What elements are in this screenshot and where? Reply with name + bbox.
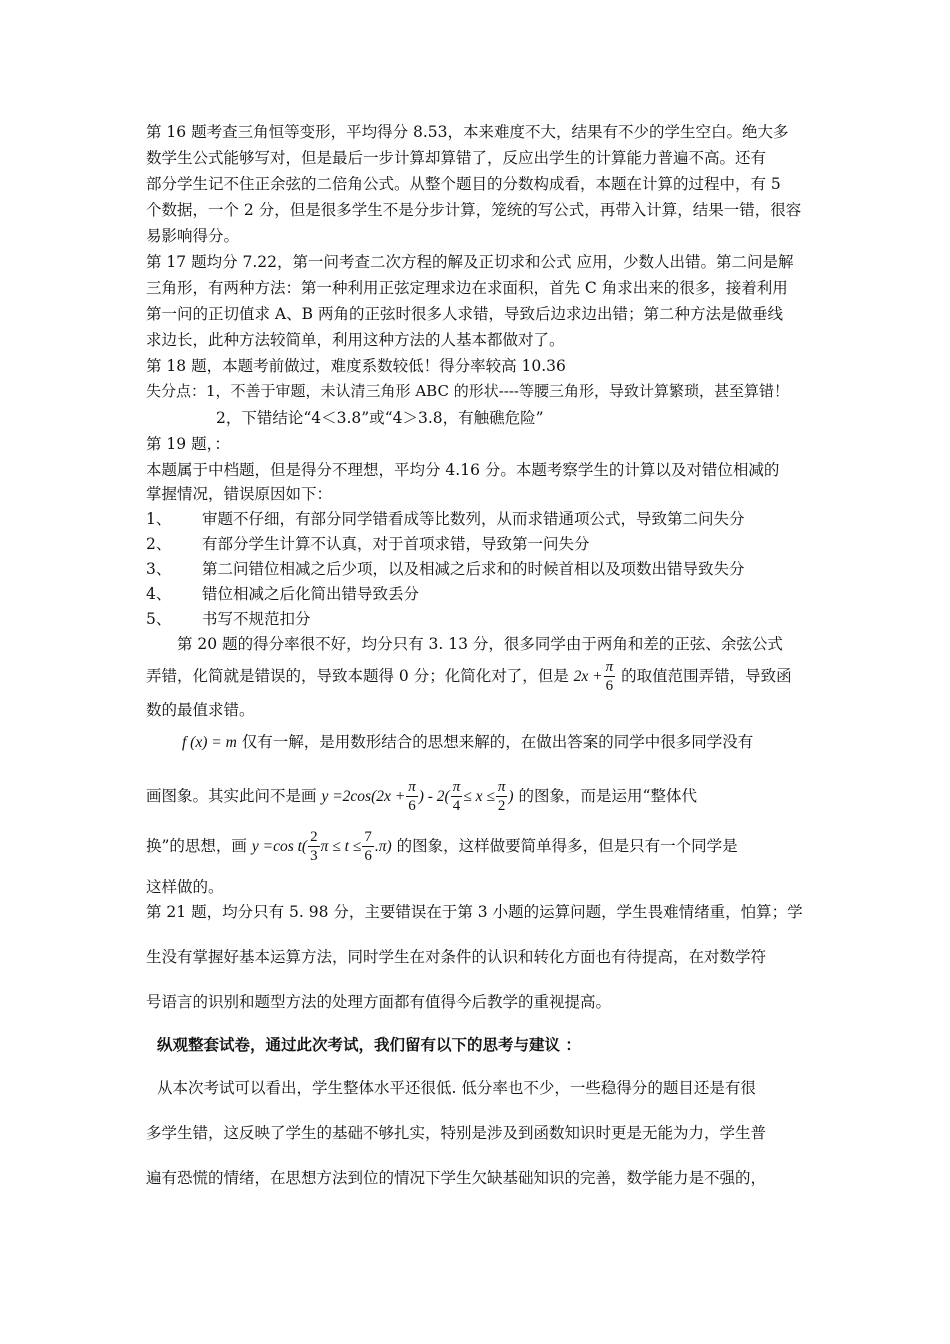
list-text: 错位相减之后化简出错导致丢分 xyxy=(202,585,420,603)
section-heading: 纵观整套试卷，通过此次考试，我们留有以下的思考与建议 ： xyxy=(157,1035,581,1054)
p16-line-2: 数学生公式能够写对，但是最后一步计算却算错了，反应出学生的计算能力普遍不高。还有 xyxy=(146,149,767,167)
p20-line-3: 数的最值求错。 xyxy=(146,701,255,719)
list-text: 有部分学生计算不认真，对于首项求错，导致第一问失分 xyxy=(202,535,590,553)
p16-line-1: 第 16 题考查三角恒等变形，平均得分 8.53，本来难度不大，结果有不少的学生空白。绝大多 xyxy=(146,123,789,141)
p19-item xyxy=(146,507,745,529)
p19-item xyxy=(146,532,590,554)
p20-line-6: 换”的思想，画 y =cos t( $\frac{2}{3}$ π ≤ t ≤ $\frac{7}{6}$ .π) 的图象，这样做要简单得多，但是只有一个同学是 xyxy=(146,829,738,864)
list-text: 审题不仔细，有部分同学错看成等比数列，从而求错通项公式，导致第二问失分 xyxy=(202,510,745,528)
list-text: 第二问错位相减之后少项，以及相减之后求和的时候首相以及项数出错导致失分 xyxy=(202,560,745,578)
conclusion-line-2: 多学生错，这反映了学生的基础不够扎实，特别是涉及到函数知识时更是无能为力，学生普 xyxy=(146,1124,767,1142)
math-y-equals-cos-t: y =cos t( xyxy=(251,838,308,855)
list-text: 书写不规范扣分 xyxy=(202,610,311,628)
p20-line-6-text-b: 的图象，这样做要简单得多，但是只有一个同学是 xyxy=(396,837,738,855)
p20-line-6-text-a: 换”的思想，画 xyxy=(146,837,247,855)
p19-intro-2: 掌握情况，错误原因如下： xyxy=(146,485,333,503)
p17-line-3: 第一问的正切值求 A、B 两角的正弦时很多人求错，导致后边求边出错；第二种方法是做垂线 xyxy=(146,305,783,323)
p20-line-2-text-a: 弄错，化简就是错误的，导致本题得 0 分；化简化对了，但是 xyxy=(146,667,569,685)
p20-line-2 xyxy=(146,660,792,694)
p20-line-4-text: 仅有一解，是用数形结合的思想来解的，在做出答案的同学中很多同学没有 xyxy=(241,733,754,751)
list-number: 2、 xyxy=(146,535,172,553)
p19-item xyxy=(146,607,311,629)
p20-line-5-text-a: 画图象。其实此问不是画 xyxy=(146,787,317,805)
p21-line-3: 号语言的识别和题型方法的处理方面都有值得今后教学的重视提高。 xyxy=(146,993,612,1011)
math-2x-plus-pi-over-6: 2x + xyxy=(573,668,603,685)
p20-line-1: 第 20 题的得分率很不好，均分只有 3. 13 分，很多同学由于两角和差的正弦、余弦公式 xyxy=(177,635,783,653)
conclusion-line-1: 从本次考试可以看出，学生整体水平还很低. 低分率也不少，一些稳得分的题目还是有很 xyxy=(157,1079,756,1097)
fraction-7-over-6: $\frac{7}{6}$ xyxy=(364,829,372,864)
p19-title: 第 19 题，： xyxy=(146,435,230,453)
math-f-x-equals-m: f (x) = m xyxy=(182,734,237,751)
fraction-pi-over-4: $\frac{\pi}{4}$ xyxy=(452,779,461,814)
list-number: 4、 xyxy=(146,585,172,603)
p18-line-2: 失分点：1，不善于审题，未认清三角形 ABC 的形状----等腰三角形，导致计算繁琐，甚至算错！ xyxy=(146,382,789,400)
list-number: 5、 xyxy=(146,610,172,628)
p16-line-4: 个数据，一个 2 分，但是很多学生不是分步计算，笼统的写公式，再带入计算，结果一错，很容 xyxy=(146,201,802,219)
p18-line-3: 2，下错结论“4＜3.8”或“4＞3.8，有触礁危险” xyxy=(216,409,544,427)
p19-item xyxy=(146,582,419,604)
p20-line-5: 画图象。其实此问不是画 y =2cos(2x + $\frac{\pi}{6}$ ) - 2( $\frac{\pi}{4}$ ≤ x ≤ $\frac{\pi}{2}$ ) 的图象，而是运用“整体代 xyxy=(146,779,697,814)
p19-item xyxy=(146,557,745,579)
fraction-pi-over-2: $\frac{\pi}{2}$ xyxy=(497,779,506,814)
list-number: 3、 xyxy=(146,560,172,578)
p18-line-1: 第 18 题，本题考前做过，难度系数较低！得分率较高 10.36 xyxy=(146,357,566,375)
math-minus-2: ) - 2( xyxy=(418,788,450,805)
math-leq-x-leq: ≤ x ≤ xyxy=(463,788,495,805)
fraction-2-over-3: $\frac{2}{3}$ xyxy=(310,829,318,864)
p20-line-7: 这样做的。 xyxy=(146,878,224,896)
p17-line-4: 求边长，此种方法较简单，利用这种方法的人基本都做对了。 xyxy=(146,331,565,349)
p17-line-2: 三角形，有两种方法：第一种利用正弦定理求边在求面积，首先 C 角求出来的很多，接着利用 xyxy=(146,279,788,297)
math-y-equals-2cos: y =2cos(2x + xyxy=(321,788,406,805)
fraction-pi-over-6: $\frac{\pi}{6}$ xyxy=(605,659,614,694)
p17-line-1: 第 17 题均分 7.22，第一问考查二次方程的解及正切求和公式 应用，少数人出错。第二问是解 xyxy=(146,253,794,271)
fraction-pi-over-6: $\frac{\pi}{6}$ xyxy=(408,779,416,814)
p21-line-2: 生没有掌握好基本运算方法，同时学生在对条件的认识和转化方面也有待提高，在对数学符 xyxy=(146,948,767,966)
p20-line-5-text-b: 的图象，而是运用“整体代 xyxy=(518,787,697,805)
math-pi-leq-t-leq: π ≤ t ≤ xyxy=(320,838,362,855)
p20-line-4 xyxy=(182,730,753,752)
p16-line-5: 易影响得分。 xyxy=(146,227,240,245)
p21-line-1: 第 21 题，均分只有 5. 98 分，主要错误在于第 3 小题的运算问题，学生畏难情绪重，怕算；学 xyxy=(146,903,803,921)
conclusion-line-3: 遍有恐慌的情绪，在思想方法到位的情况下学生欠缺基础知识的完善，数学能力是不强的， xyxy=(146,1169,767,1187)
p20-line-2-text-b: 的取值范围弄错，导致函 xyxy=(621,667,792,685)
p19-intro-1: 本题属于中档题，但是得分不理想，平均分 4.16 分。本题考察学生的计算以及对错位相减的 xyxy=(146,461,780,479)
p16-line-3: 部分学生记不住正余弦的二倍角公式。从整个题目的分数构成看，本题在计算的过程中，有 5 xyxy=(146,175,781,193)
list-number: 1、 xyxy=(146,510,172,528)
